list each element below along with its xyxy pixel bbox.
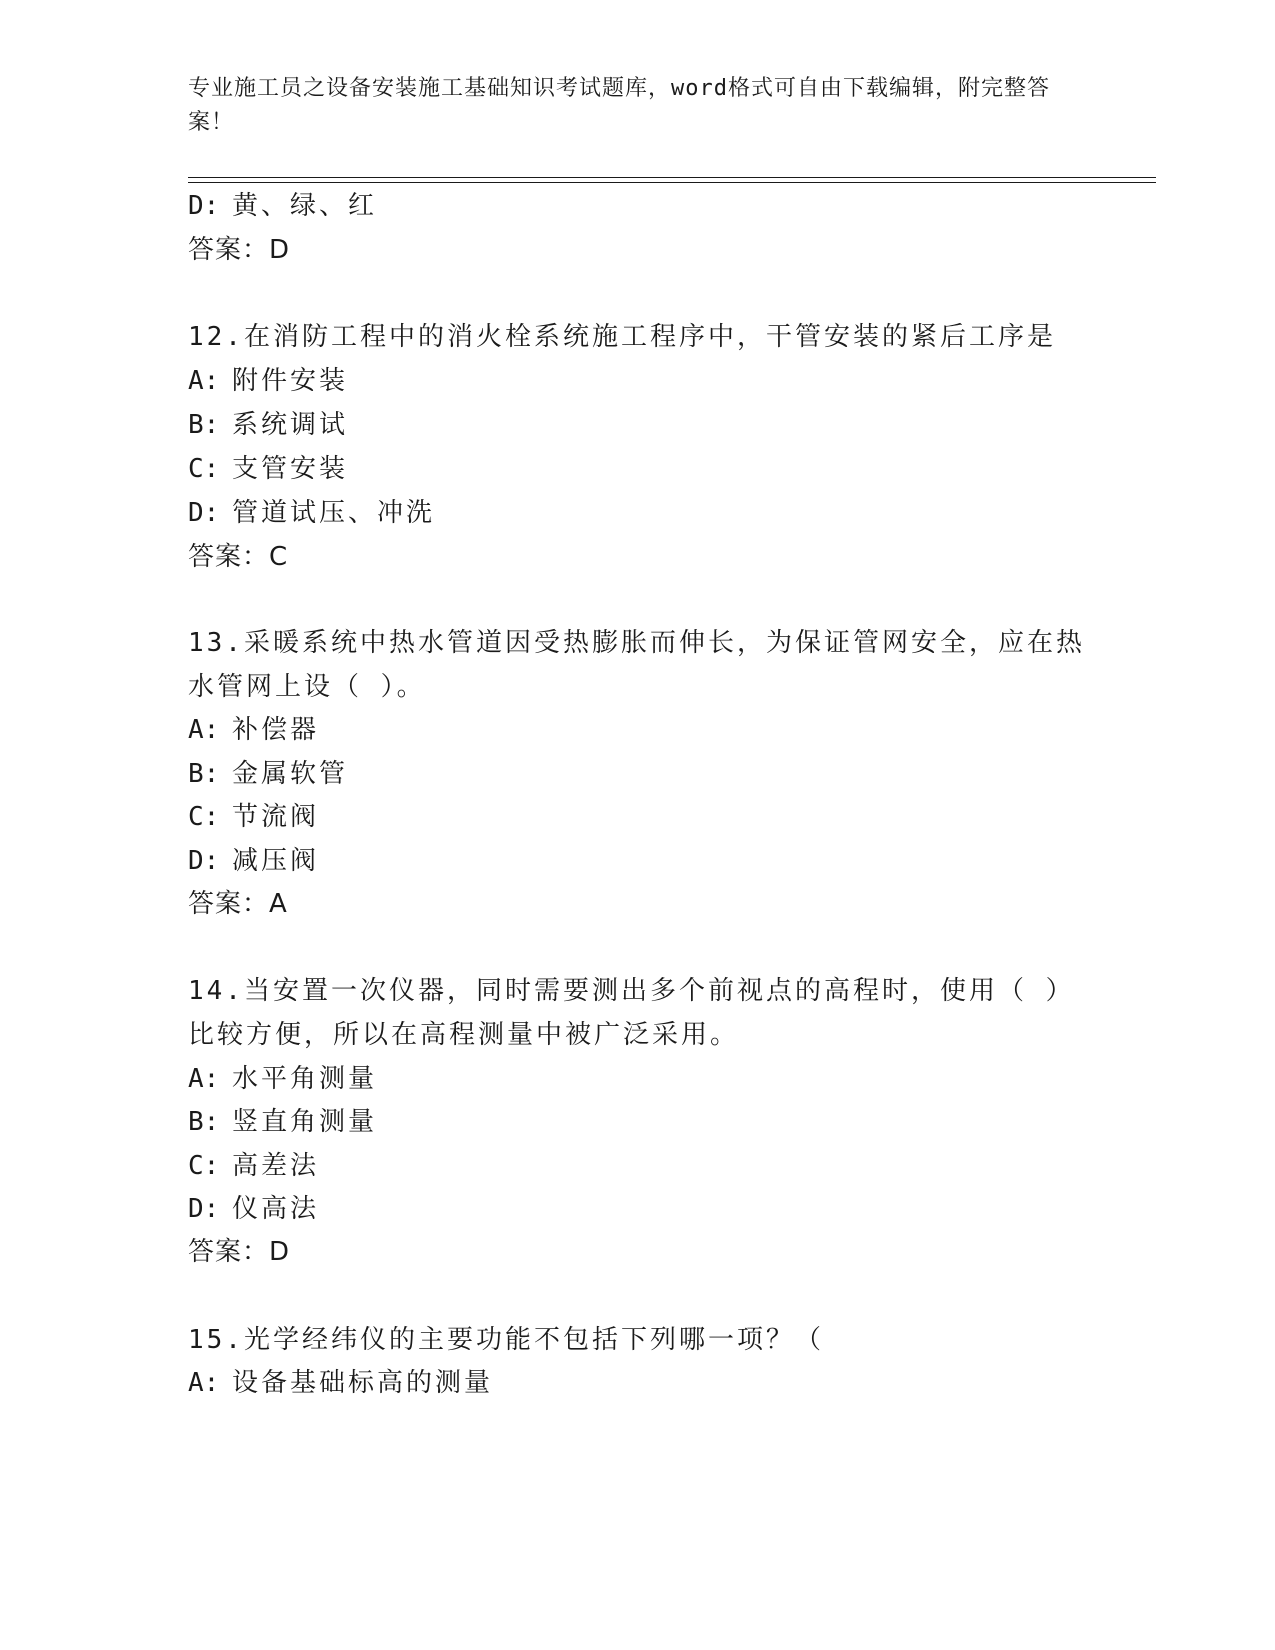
option-letter: D: xyxy=(188,1194,220,1224)
option-line xyxy=(188,1105,377,1139)
option-letter: D: xyxy=(188,191,220,221)
option-letter: B: xyxy=(188,1107,220,1137)
question-stem: 12.在消防工程中的消火栓系统施工程序中，干管安装的紧后工序是 xyxy=(188,322,1056,352)
option-letter: A: xyxy=(188,1064,220,1094)
answer-line: 答案：D xyxy=(188,1237,291,1267)
option-letter: D: xyxy=(188,846,220,876)
option-text: 管道试压、冲洗 xyxy=(232,498,436,528)
option-letter: A: xyxy=(188,1368,220,1398)
option-text: 竖直角测量 xyxy=(232,1107,378,1137)
answer-line: 答案：C xyxy=(188,542,289,572)
option-line xyxy=(188,1062,377,1096)
option-line xyxy=(188,496,435,530)
answer-line: 答案：D xyxy=(188,235,291,265)
option-letter: D: xyxy=(188,498,220,528)
option-line xyxy=(188,800,319,834)
header-rule-top xyxy=(188,177,1156,178)
header-rule-bottom xyxy=(188,182,1156,183)
question-stem: 15.光学经纬仪的主要功能不包括下列哪一项？（ xyxy=(188,1325,824,1355)
question-stem: 比较方便，所以在高程测量中被广泛采用。 xyxy=(188,1020,740,1050)
option-text: 支管安装 xyxy=(232,454,349,484)
option-letter: A: xyxy=(188,366,220,396)
option-text: 附件安装 xyxy=(232,366,349,396)
document-header: 专业施工员之设备安装施工基础知识考试题库，word格式可自由下载编辑，附完整答案！ xyxy=(188,76,1050,135)
question-stem: 14.当安置一次仪器，同时需要测出多个前视点的高程时，使用（ ） xyxy=(188,976,1075,1006)
option-text: 水平角测量 xyxy=(232,1064,378,1094)
question-stem: 13.采暖系统中热水管道因受热膨胀而伸长，为保证管网安全，应在热 xyxy=(188,628,1085,658)
option-line xyxy=(188,452,348,486)
option-letter: B: xyxy=(188,410,220,440)
option-text: 减压阀 xyxy=(232,846,320,876)
answer-line: 答案：A xyxy=(188,889,288,919)
option-text: 高差法 xyxy=(232,1151,320,1181)
option-text: 设备基础标高的测量 xyxy=(232,1368,494,1398)
option-text: 系统调试 xyxy=(232,410,349,440)
option-line xyxy=(188,1366,493,1400)
option-letter: C: xyxy=(188,802,220,832)
option-text: 节流阀 xyxy=(232,802,320,832)
option-line xyxy=(188,1149,319,1183)
option-letter: A: xyxy=(188,715,220,745)
option-text: 补偿器 xyxy=(232,715,320,745)
option-letter: B: xyxy=(188,759,220,789)
option-letter: C: xyxy=(188,454,220,484)
question-stem: 水管网上设（ ）。 xyxy=(188,672,426,702)
option-text: 黄、绿、红 xyxy=(232,191,378,221)
option-line xyxy=(188,408,348,442)
option-line xyxy=(188,189,377,223)
option-line xyxy=(188,844,319,878)
option-text: 金属软管 xyxy=(232,759,349,789)
option-line xyxy=(188,364,348,398)
option-line xyxy=(188,1192,319,1226)
option-text: 仪高法 xyxy=(232,1194,320,1224)
option-line xyxy=(188,757,348,791)
option-letter: C: xyxy=(188,1151,220,1181)
option-line xyxy=(188,713,319,747)
